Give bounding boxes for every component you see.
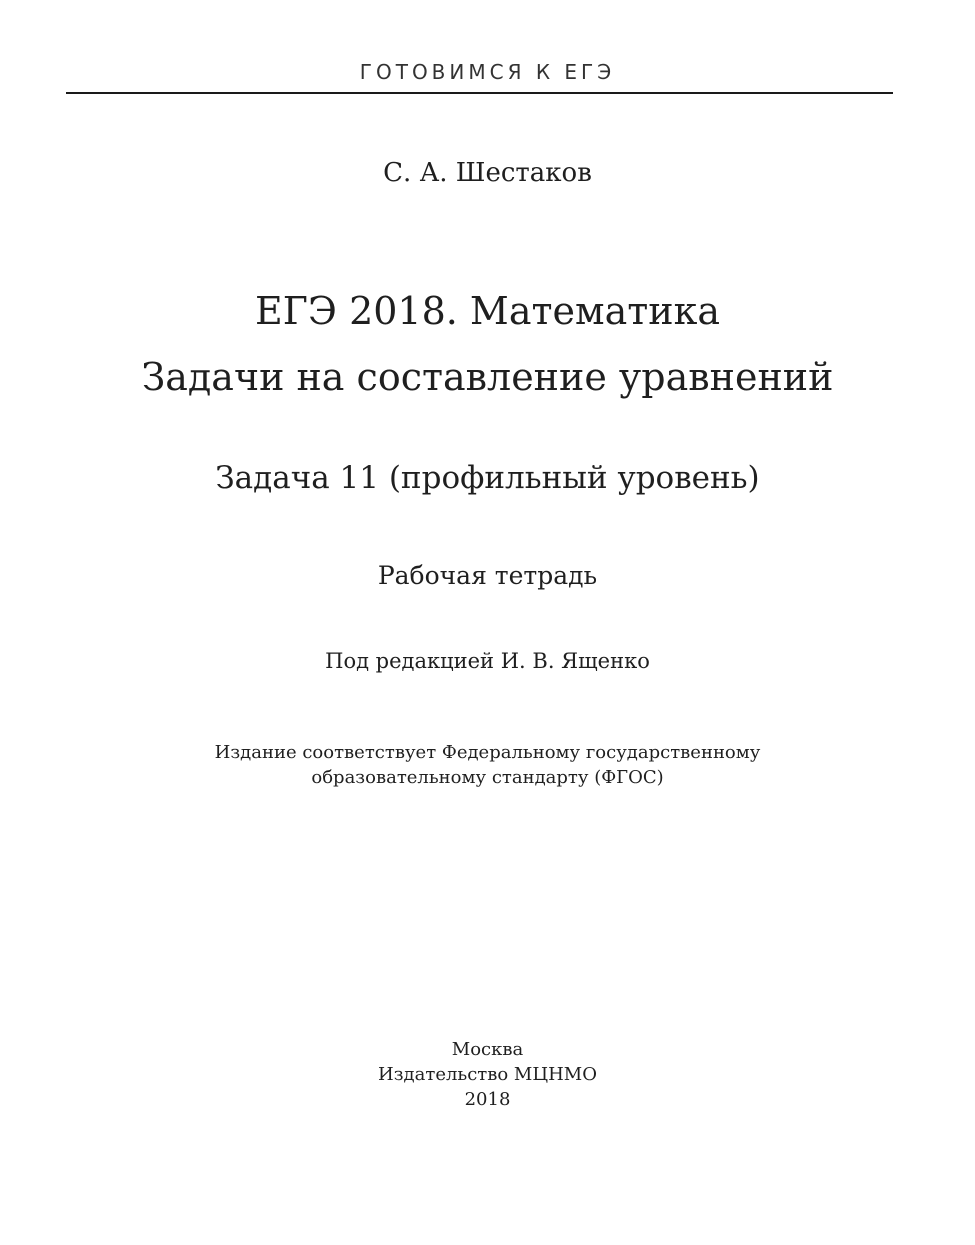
imprint-year: 2018 [464, 1089, 511, 1110]
imprint-publisher: Издательство МЦНМО [378, 1064, 597, 1085]
book-type: Рабочая тетрадь [377, 561, 598, 590]
book-subtitle: Задача 11 (профильный уровень) [215, 460, 760, 496]
series-title: ГОТОВИМСЯ К ЕГЭ [359, 60, 616, 84]
imprint-city: Москва [451, 1039, 524, 1060]
book-title-line-1: ЕГЭ 2018. Математика [255, 289, 720, 333]
book-author: С. А. Шестаков [383, 158, 592, 188]
book-title-line-2: Задачи на составление уравнений [141, 355, 834, 399]
standard-note-line-2: образовательному стандарту (ФГОС) [311, 767, 664, 788]
standard-note-line-1: Издание соответствует Федеральному государственному [214, 742, 761, 763]
header-divider [66, 92, 893, 94]
editor-credit: Под редакцией И. В. Ященко [325, 649, 650, 673]
